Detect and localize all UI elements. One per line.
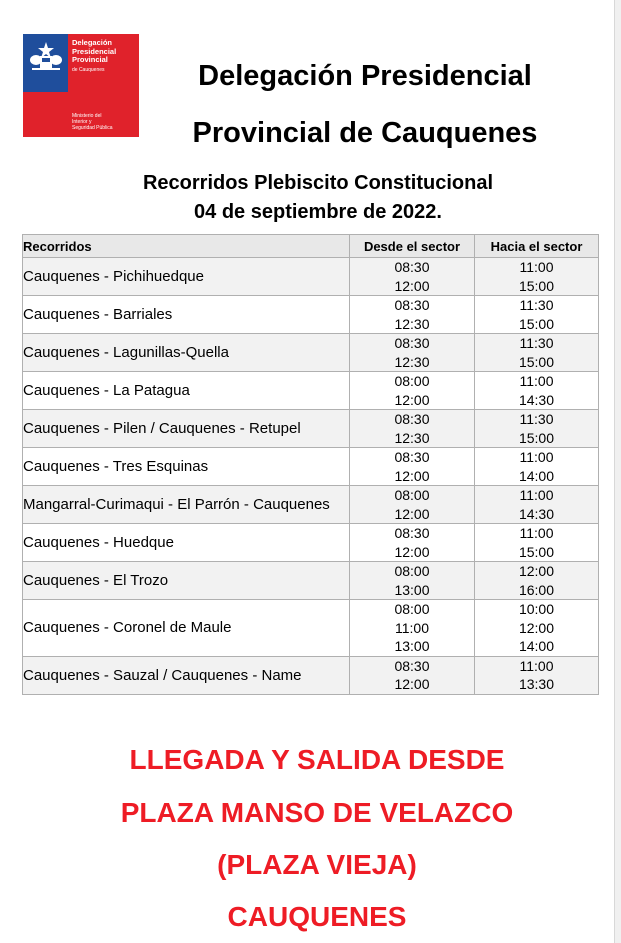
desde-time: 12:00 xyxy=(394,505,430,522)
hacia-time: 11:30 xyxy=(519,411,554,427)
route-name-cell: Cauquenes - Lagunillas-Quella xyxy=(23,334,350,372)
table-row xyxy=(23,372,599,410)
hacia-times-cell xyxy=(475,524,599,562)
table-row xyxy=(23,296,599,334)
table-row xyxy=(23,524,599,562)
route-name-cell: Cauquenes - Coronel de Maule xyxy=(23,600,350,657)
desde-time: 12:00 xyxy=(394,467,430,484)
hacia-time: 10:00 xyxy=(518,601,555,617)
table-row xyxy=(23,486,599,524)
hacia-times-cell xyxy=(475,656,599,694)
footer-notice-line2: PLAZA MANSO DE VELAZCO xyxy=(120,797,514,828)
desde-times-cell xyxy=(350,258,475,296)
desde-time: 12:30 xyxy=(394,429,430,446)
hacia-times-cell xyxy=(475,562,599,600)
logo-org-name: Delegación Presidencial Provincial de Cauquenes xyxy=(72,38,117,73)
hacia-time: 14:30 xyxy=(518,391,555,408)
chile-coat-of-arms-icon xyxy=(28,40,64,72)
column-header-desde: Desde el sector xyxy=(350,235,475,258)
hacia-time: 14:30 xyxy=(518,505,555,522)
desde-time: 08:30 xyxy=(394,259,430,275)
hacia-time: 11:00 xyxy=(519,487,554,503)
desde-time: 08:30 xyxy=(394,297,430,313)
hacia-time: 15:00 xyxy=(518,315,555,332)
hacia-time: 11:00 xyxy=(519,373,554,389)
desde-times-cell xyxy=(350,524,475,562)
hacia-time: 15:00 xyxy=(518,353,555,370)
footer-notice-line3: (PLAZA VIEJA) xyxy=(217,849,417,880)
desde-time: 12:00 xyxy=(394,543,430,560)
table-row xyxy=(23,410,599,448)
hacia-times-cell xyxy=(475,372,599,410)
logo-red-block xyxy=(68,34,139,137)
routes-table xyxy=(22,234,599,695)
government-logo xyxy=(23,34,139,137)
route-name-cell: Cauquenes - Pilen / Cauquenes - Retupel xyxy=(23,410,350,448)
hacia-times-cell xyxy=(475,448,599,486)
hacia-time: 15:00 xyxy=(518,543,555,560)
desde-times-cell xyxy=(350,448,475,486)
logo-red-stripe xyxy=(23,92,68,137)
route-name-cell: Cauquenes - La Patagua xyxy=(23,372,350,410)
desde-time: 08:30 xyxy=(394,657,430,674)
hacia-time: 11:30 xyxy=(519,335,554,351)
desde-time: 08:30 xyxy=(394,335,430,351)
logo-ministry: Ministerio del Interior y Seguridad Pública xyxy=(72,113,113,131)
desde-time: 08:30 xyxy=(394,411,430,427)
table-header-row xyxy=(23,235,599,258)
desde-time: 08:00 xyxy=(394,487,430,503)
logo-blue-block xyxy=(23,34,68,137)
desde-time: 08:00 xyxy=(394,563,430,579)
table-row xyxy=(23,600,599,657)
footer-notice-line1: LLEGADA Y SALIDA DESDE xyxy=(129,744,505,775)
footer-notice-line4: CAUQUENES xyxy=(227,901,407,932)
route-name-cell: Cauquenes - El Trozo xyxy=(23,562,350,600)
desde-time: 08:30 xyxy=(394,449,430,465)
route-name-cell: Cauquenes - Barriales xyxy=(23,296,350,334)
desde-time: 12:00 xyxy=(394,676,430,692)
hacia-time: 11:00 xyxy=(519,657,554,674)
hacia-time: 15:00 xyxy=(518,429,555,446)
route-name-cell: Cauquenes - Tres Esquinas xyxy=(23,448,350,486)
desde-times-cell xyxy=(350,600,475,657)
table-row xyxy=(23,562,599,600)
desde-time: 11:00 xyxy=(395,619,429,636)
hacia-times-cell xyxy=(475,296,599,334)
table-row xyxy=(23,258,599,296)
table-row xyxy=(23,334,599,372)
hacia-time: 14:00 xyxy=(518,638,555,654)
hacia-time: 16:00 xyxy=(518,581,555,598)
route-name-cell: Cauquenes - Huedque xyxy=(23,524,350,562)
desde-time: 12:30 xyxy=(394,353,430,370)
hacia-times-cell xyxy=(475,258,599,296)
desde-times-cell xyxy=(350,486,475,524)
desde-time: 12:00 xyxy=(394,391,430,408)
hacia-times-cell xyxy=(475,334,599,372)
page-title-line2: Provincial de Cauquenes xyxy=(192,117,538,149)
desde-times-cell xyxy=(350,562,475,600)
desde-times-cell xyxy=(350,410,475,448)
hacia-time: 12:00 xyxy=(518,619,555,636)
hacia-time: 11:00 xyxy=(519,449,554,465)
subtitle-date: 04 de septiembre de 2022. xyxy=(194,201,442,223)
column-header-hacia: Hacia el sector xyxy=(475,235,599,258)
subtitle-line1: Recorridos Plebiscito Constitucional xyxy=(142,172,494,194)
hacia-time: 11:00 xyxy=(519,525,554,541)
desde-time: 12:30 xyxy=(394,315,430,332)
hacia-time: 11:30 xyxy=(519,297,554,313)
hacia-time: 12:00 xyxy=(518,563,555,579)
table-row xyxy=(23,656,599,694)
hacia-times-cell xyxy=(475,410,599,448)
desde-times-cell xyxy=(350,334,475,372)
desde-time: 08:00 xyxy=(394,601,430,617)
desde-times-cell xyxy=(350,372,475,410)
route-name-cell: Mangarral-Curimaqui - El Parrón - Cauquenes xyxy=(23,486,350,524)
hacia-time: 14:00 xyxy=(518,467,555,484)
desde-time: 13:00 xyxy=(394,638,430,654)
column-header-route: Recorridos xyxy=(23,235,350,258)
routes-table-body xyxy=(23,258,599,695)
hacia-time: 11:00 xyxy=(519,259,554,275)
route-name-cell: Cauquenes - Pichihuedque xyxy=(23,258,350,296)
route-name-cell: Cauquenes - Sauzal / Cauquenes - Name xyxy=(23,656,350,694)
desde-times-cell xyxy=(350,296,475,334)
hacia-time: 13:30 xyxy=(518,676,555,692)
hacia-time: 15:00 xyxy=(518,277,555,294)
hacia-times-cell xyxy=(475,486,599,524)
table-row xyxy=(23,448,599,486)
desde-time: 08:00 xyxy=(394,373,430,389)
hacia-times-cell xyxy=(475,600,599,657)
desde-time: 12:00 xyxy=(394,277,430,294)
desde-time: 13:00 xyxy=(394,581,430,598)
page-title-line1: Delegación Presidencial xyxy=(198,60,532,92)
desde-time: 08:30 xyxy=(394,525,430,541)
desde-times-cell xyxy=(350,656,475,694)
